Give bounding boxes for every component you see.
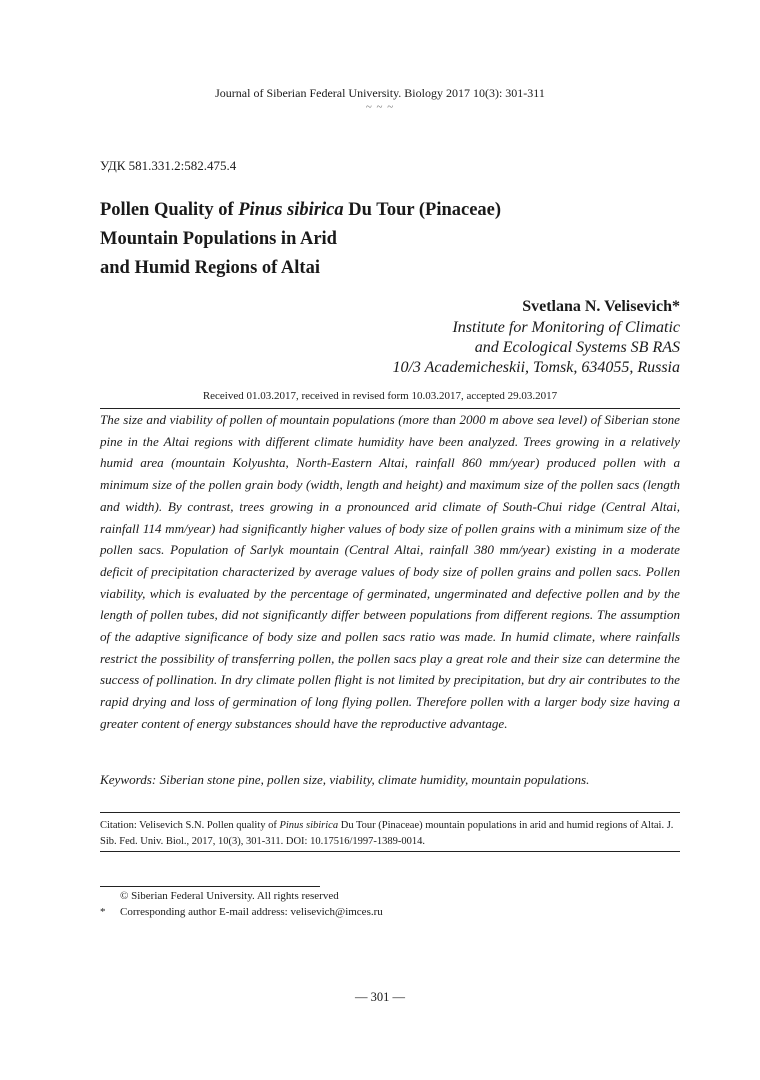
citation-text [100,818,680,850]
title-line3: and Humid Regions of Altai [100,258,320,278]
citation-species: Pinus sibirica [279,820,339,831]
abstract-text: The size and viability of pollen of mountain populations (more than 2000 m above sea level) of Siberian stone pine in the Altai regions with different climate humidity have been analyzed. Trees growing in a relatively humid area (mountain Kolyushta, North-Eastern Altai, rainfall 860 mm/year) produced pollen with a minimum size of the pollen grain body (width, length and height) and maximum size of the pollen sacs (length and width). By contrast, trees growing in a pronounced arid climate of South-Chui ridge (Central Altai, rainfall 114 mm/year) had significantly higher values of body size of pollen grains with a minimum size of the pollen sacs. Population of Sarlyk mountain (Central Altai, rainfall 380 mm/year) existing in a moderate deficit of precipitation characterized by average values of body size of pollen grains and pollen sacs. Pollen viability, which is evaluated by the percentage of germinated, ungerminated and defective pollen and by the length of pollen tubes, did not significantly differ between populations from different regions. The assumption of the adaptive significance of body size and pollen sacs ratio was made. In humid climate, where rainfalls restrict the possibility of transferring pollen, the pollen sacs play a great role and their size can determine the success of pollination. In dry climate pollen flight is not limited by precipitation, but dry air contributes to the rapid drying and loss of germination of long flying pollen. Therefore pollen with a larger body size having a greater content of energy substances should have the reproductive advantage. [100,412,680,731]
received-dates: Received 01.03.2017, received in revised form 10.03.2017, accepted 29.03.2017 [202,390,558,402]
author-affiliation [392,318,680,378]
citation-bottom-rule [100,851,680,852]
copyright-text: © Siberian Federal University. All rights reserved [120,890,339,902]
citation-top-rule [100,812,680,813]
title-line1-start: Pollen Quality of [100,200,239,220]
title-species: Pinus sibirica [238,200,344,220]
footnote-corresponding [100,906,383,918]
corresponding-email: Corresponding author E-mail address: velisevich@imces.ru [120,906,383,918]
page-number: — 301 — [355,990,405,1004]
affiliation-line3: 10/3 Academicheskii, Tomsk, 634055, Russia [392,359,680,376]
udk-code: УДК 581.331.2:582.475.4 [100,158,237,173]
footnote-rule [100,886,320,887]
affiliation-line2: and Ecological Systems SB RAS [474,339,680,356]
citation-prefix: Citation: Velisevich S.N. Pollen quality of [100,820,280,831]
journal-header: Journal of Siberian Federal University. Biology 2017 10(3): 301-311 [215,86,545,100]
keywords: Keywords: Siberian stone pine, pollen size, viability, climate humidity, mountain populations. [100,772,590,787]
citation-rest: Du Tour (Pinaceae) mountain populations in arid and humid regions of Altai. J. Sib. Fed. Univ. Biol., 2017, 10(3), 301-311. DOI: 10.17516/1997-1389-0014. [100,820,674,847]
title-line1-end: Du Tour (Pinaceae) [343,200,502,220]
footnote-asterisk: * [100,906,106,918]
header-separator: ~ ~ ~ [365,101,395,113]
title-line2: Mountain Populations in Arid [100,229,337,249]
footnote-copyright [100,890,339,902]
affiliation-line1: Institute for Monitoring of Climatic [452,319,680,336]
author-name: Svetlana N. Velisevich* [522,298,680,315]
paper-title [100,196,660,283]
